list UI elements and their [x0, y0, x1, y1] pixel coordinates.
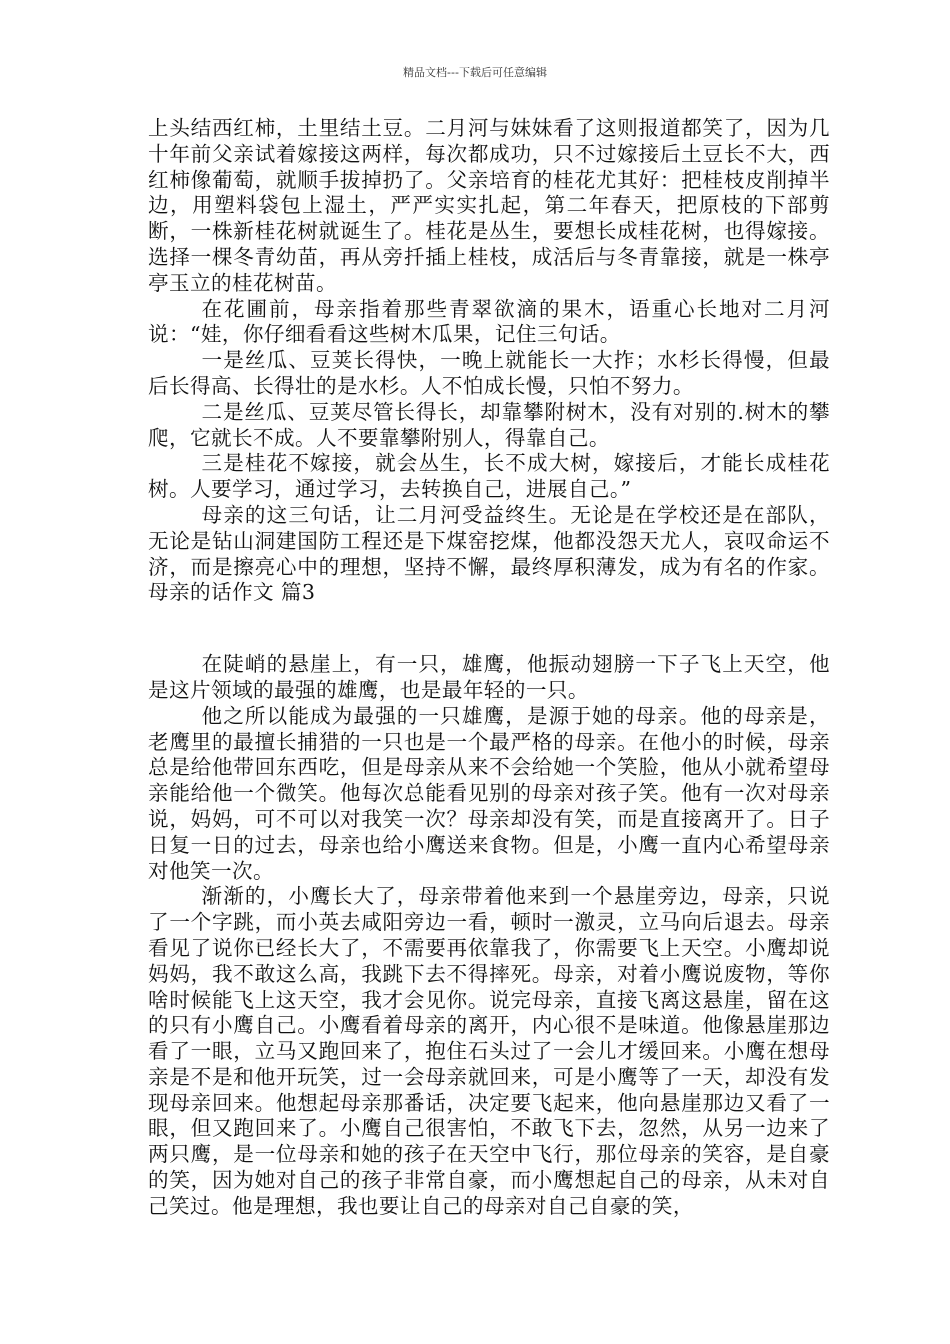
paragraph: 一是丝瓜、豆荚长得快，一晚上就能长一大拃；水杉长得慢，但最后长得高、长得壮的是水杉。人不怕成长慢，只怕不努力。 — [148, 348, 830, 398]
section-gap — [148, 606, 830, 652]
section-bottom — [148, 652, 830, 1220]
document-body — [148, 116, 830, 1220]
paragraph: 在花圃前，母亲指着那些青翠欲滴的果木，语重心长地对二月河说：“娃，你仔细看看这些树木瓜果，记住三句话。 — [148, 296, 830, 347]
paragraph: 二是丝瓜、豆荚尽管长得长，却靠攀附树木，没有对别的.树木的攀爬，它就长不成。人不要靠攀附别人，得靠自己。 — [148, 399, 830, 450]
paragraph: 母亲的这三句话，让二月河受益终生。无论是在学校还是在部队，无论是钻山洞建国防工程还是下煤窑挖煤，他都没怨天尤人，哀叹命运不济，而是擦亮心中的理想，坚持不懈，最终厚积薄发，成为有名的作家。母亲的话作文 篇3 — [148, 502, 830, 605]
section-top — [148, 116, 830, 606]
paragraph: 渐渐的，小鹰长大了，母亲带着他来到一个悬崖旁边，母亲，只说了一个字跳，而小英去咸阳旁边一看，顿时一激灵，立马向后退去。母亲看见了说你已经长大了，不需要再依靠我了，你需要飞上天空。小鹰却说妈妈，我不敢这么高，我跳下去不得摔死。母亲，对着小鹰说废物，等你啥时候能飞上这天空，我才会见你。说完母亲，直接飞离这悬崖，留在这的只有小鹰自己。小鹰看着母亲的离开，内心很不是味道。他像悬崖那边看了一眼，立马又跑回来了，抱住石头过了一会儿才缓回来。小鹰在想母亲是不是和他开玩笑，过一会母亲就回来，可是小鹰等了一天，却没有发现母亲回来。他想起母亲那番话，决定要飞起来，他向悬崖那边又看了一眼，但又跑回来了。小鹰自己很害怕，不敢飞下去，忽然，从另一边来了两只鹰，是一位母亲和她的孩子在天空中飞行，那位母亲的笑容，是自豪的笑，因为她对自己的孩子非常自豪，而小鹰想起自己的母亲，从未对自己笑过。他是理想，我也要让自己的母亲对自己自豪的笑， — [148, 884, 830, 1218]
paragraph: 三是桂花不嫁接，就会丛生，长不成大树，嫁接后，才能长成桂花树。人要学习，通过学习，去转换自己，进展自己。” — [148, 451, 830, 502]
paragraph: 在陡峭的悬崖上，有一只，雄鹰，他振动翅膀一下子飞上天空，他是这片领域的最强的雄鹰，也是最年轻的一只。 — [148, 652, 830, 702]
page-header: 精品文档---下载后可任意编辑 — [403, 66, 547, 79]
paragraph: 他之所以能成为最强的一只雄鹰，是源于她的母亲。他的母亲是，老鹰里的最擅长捕猎的一只也是一个最严格的母亲。在他小的时候，母亲总是给他带回东西吃，但是母亲从来不会给她一个笑脸，他从小就希望母亲能给他一个微笑。他每次总能看见别的母亲对孩子笑。他有一次对母亲说，妈妈，可不可以对我笑一次？母亲却没有笑，而是直接离开了。日子日复一日的过去，母亲也给小鹰送来食物。但是，小鹰一直内心希望母亲对他笑一次。 — [148, 703, 830, 883]
paragraph: 上头结西红柿，土里结土豆。二月河与妹妹看了这则报道都笑了，因为几十年前父亲试着嫁接这两样，每次都成功，只不过嫁接后土豆长不大，西红柿像葡萄，就顺手拔掉扔了。父亲培育的桂花尤其好：把桂枝皮削掉半边，用塑料袋包上湿土，严严实实扎起，第二年春天，把原枝的下部剪断，一株新桂花树就诞生了。桂花是丛生，要想长成桂花树，也得嫁接。选择一棵冬青幼苗，再从旁扦插上桂枝，成活后与冬青靠接，就是一株亭亭玉立的桂花树苗。 — [148, 116, 830, 295]
